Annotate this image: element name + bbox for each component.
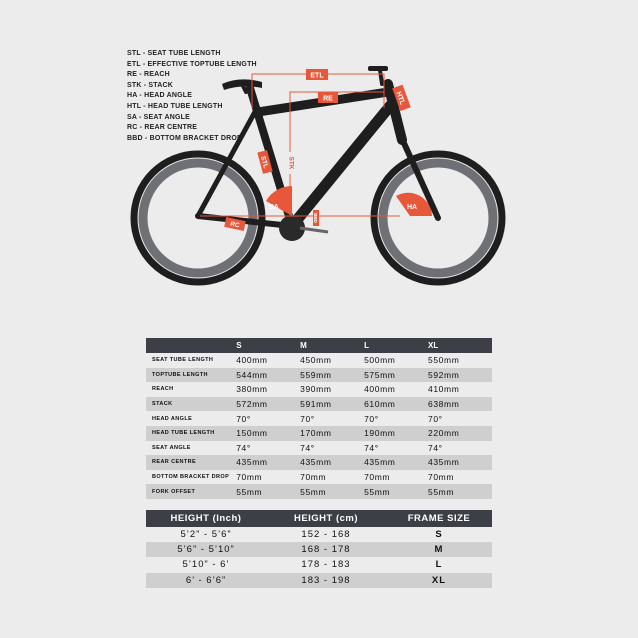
cell-value: 55mm: [300, 484, 364, 499]
cell-value: 70°: [364, 413, 379, 424]
size-chart-table: [146, 510, 492, 588]
row-label: HEAD TUBE LENGTH: [146, 426, 236, 441]
size-header-row: [146, 510, 492, 527]
legend-item: RE - REACH: [127, 71, 170, 79]
row-label: STACK: [146, 397, 236, 412]
cell-value: 190mm: [364, 426, 428, 441]
cell-value: 435mm: [236, 455, 300, 470]
cell-frame-size: L: [435, 559, 443, 571]
label-stk: [288, 152, 297, 174]
row-label: HEAD ANGLE: [152, 415, 193, 422]
table-row: [146, 382, 492, 397]
label-htl-text: HTL: [394, 90, 406, 106]
geometry-table: [146, 338, 492, 499]
legend-item: STK - STACK: [127, 81, 174, 89]
cell-value: 410mm: [428, 384, 460, 395]
cell-value: 450mm: [300, 355, 332, 366]
table-row: [146, 426, 492, 441]
geometry-header-row: [146, 338, 492, 353]
legend-item: BBD - BOTTOM BRACKET DROP: [127, 134, 242, 142]
label-stk-text: STK: [287, 156, 295, 170]
cell-frame-size: S: [435, 529, 443, 541]
table-row: [146, 470, 492, 485]
cell-value: 70mm: [300, 472, 327, 483]
cell-value: 435mm: [428, 455, 492, 470]
table-row: [146, 527, 492, 542]
cell-value: 610mm: [364, 397, 428, 412]
cell-value: 70°: [300, 413, 315, 424]
cell-value: 435mm: [364, 455, 428, 470]
cell-value: 70mm: [428, 472, 455, 483]
cell-value: 638mm: [428, 397, 492, 412]
legend-item: SA - SEAT ANGLE: [127, 113, 191, 121]
row-label: SEAT TUBE LENGTH: [152, 357, 214, 364]
cell-value: 150mm: [236, 426, 300, 441]
cell-value: 74°: [364, 442, 379, 453]
label-rc-text: RC: [229, 220, 241, 230]
row-label: REACH: [152, 386, 174, 393]
handlebar: [368, 66, 388, 71]
cell-value: 591mm: [300, 397, 364, 412]
legend-item: HA - HEAD ANGLE: [127, 92, 193, 100]
row-label: SEAT ANGLE: [152, 444, 191, 451]
label-bbd-text: BBD: [313, 213, 318, 223]
cell-value: 55mm: [428, 484, 492, 499]
table-row: [146, 441, 492, 456]
size-header-l: L: [364, 338, 428, 353]
table-row: [146, 411, 492, 426]
cell-height-cm: 183 - 198: [266, 573, 386, 588]
cell-height-inch: 5’10” - 6’: [182, 559, 230, 571]
cell-value: 435mm: [300, 455, 364, 470]
label-re-text: RE: [323, 95, 333, 103]
cell-value: 500mm: [364, 355, 396, 366]
label-ha: HA: [406, 204, 418, 211]
cell-height-inch: 5’2” - 5’6”: [180, 529, 232, 541]
legend-item: STL - SEAT TUBE LENGTH: [127, 50, 221, 57]
cell-height-cm: 168 - 178: [266, 542, 386, 557]
row-label: FORK OFFSET: [146, 484, 236, 499]
cell-value: 559mm: [300, 368, 364, 383]
size-header-xl: XL: [428, 338, 492, 353]
table-row: [146, 397, 492, 412]
cell-height-inch: 5’6” - 5’10”: [146, 542, 266, 557]
cell-height-cm: 178 - 183: [301, 559, 351, 571]
label-etl-text: ETL: [310, 72, 324, 80]
size-header-s: S: [236, 338, 300, 353]
cell-value: 70mm: [236, 472, 263, 483]
cell-frame-size: M: [386, 542, 492, 557]
label-sa: SA: [269, 204, 279, 211]
seat-angle-marker: [266, 186, 292, 216]
size-header-m: M: [300, 338, 364, 353]
cell-value: 220mm: [428, 426, 492, 441]
table-row: [146, 573, 492, 588]
header-height-inch: HEIGHT (Inch): [146, 510, 266, 527]
table-row: [146, 368, 492, 383]
legend-item: RC - REAR CENTRE: [127, 124, 198, 132]
cell-value: 592mm: [428, 368, 492, 383]
cell-value: 55mm: [364, 484, 428, 499]
cell-value: 70mm: [364, 472, 391, 483]
legend-item: HTL - HEAD TUBE LENGTH: [127, 102, 223, 110]
table-row: [146, 557, 492, 572]
cell-value: 544mm: [236, 368, 300, 383]
cell-value: 575mm: [364, 368, 428, 383]
cell-frame-size: XL: [386, 573, 492, 588]
cell-value: 55mm: [236, 484, 300, 499]
cell-value: 572mm: [236, 397, 300, 412]
label-etl: [306, 69, 328, 80]
cell-height-inch: 6’ - 6’6”: [146, 573, 266, 588]
legend-item: ETL - EFFECTIVE TOPTUBE LENGTH: [127, 60, 257, 68]
cell-value: 400mm: [364, 384, 396, 395]
row-label: REAR CENTRE: [146, 455, 236, 470]
label-re: [318, 92, 338, 103]
table-row: [146, 542, 492, 557]
row-label: BOTTOM BRACKET DROP: [152, 474, 230, 481]
cell-value: 170mm: [300, 426, 364, 441]
label-stl-text: STL: [259, 155, 270, 170]
cell-height-cm: 152 - 168: [301, 529, 351, 541]
header-frame-size: FRAME SIZE: [386, 510, 492, 527]
cell-value: 400mm: [236, 355, 268, 366]
cell-value: 74°: [236, 442, 251, 453]
cell-value: 74°: [428, 442, 443, 453]
cell-value: 74°: [300, 442, 315, 453]
table-row: [146, 484, 492, 499]
cell-value: 550mm: [428, 355, 460, 366]
row-label: TOPTUBE LENGTH: [146, 368, 236, 383]
cell-value: 70°: [236, 413, 251, 424]
label-bbd: [313, 210, 319, 226]
cell-value: 380mm: [236, 384, 268, 395]
cell-value: 70°: [428, 413, 443, 424]
geometry-header-blank: [146, 338, 236, 353]
table-row: [146, 353, 492, 368]
header-height-cm: HEIGHT (cm): [266, 510, 386, 527]
table-row: [146, 455, 492, 470]
cell-value: 390mm: [300, 384, 332, 395]
